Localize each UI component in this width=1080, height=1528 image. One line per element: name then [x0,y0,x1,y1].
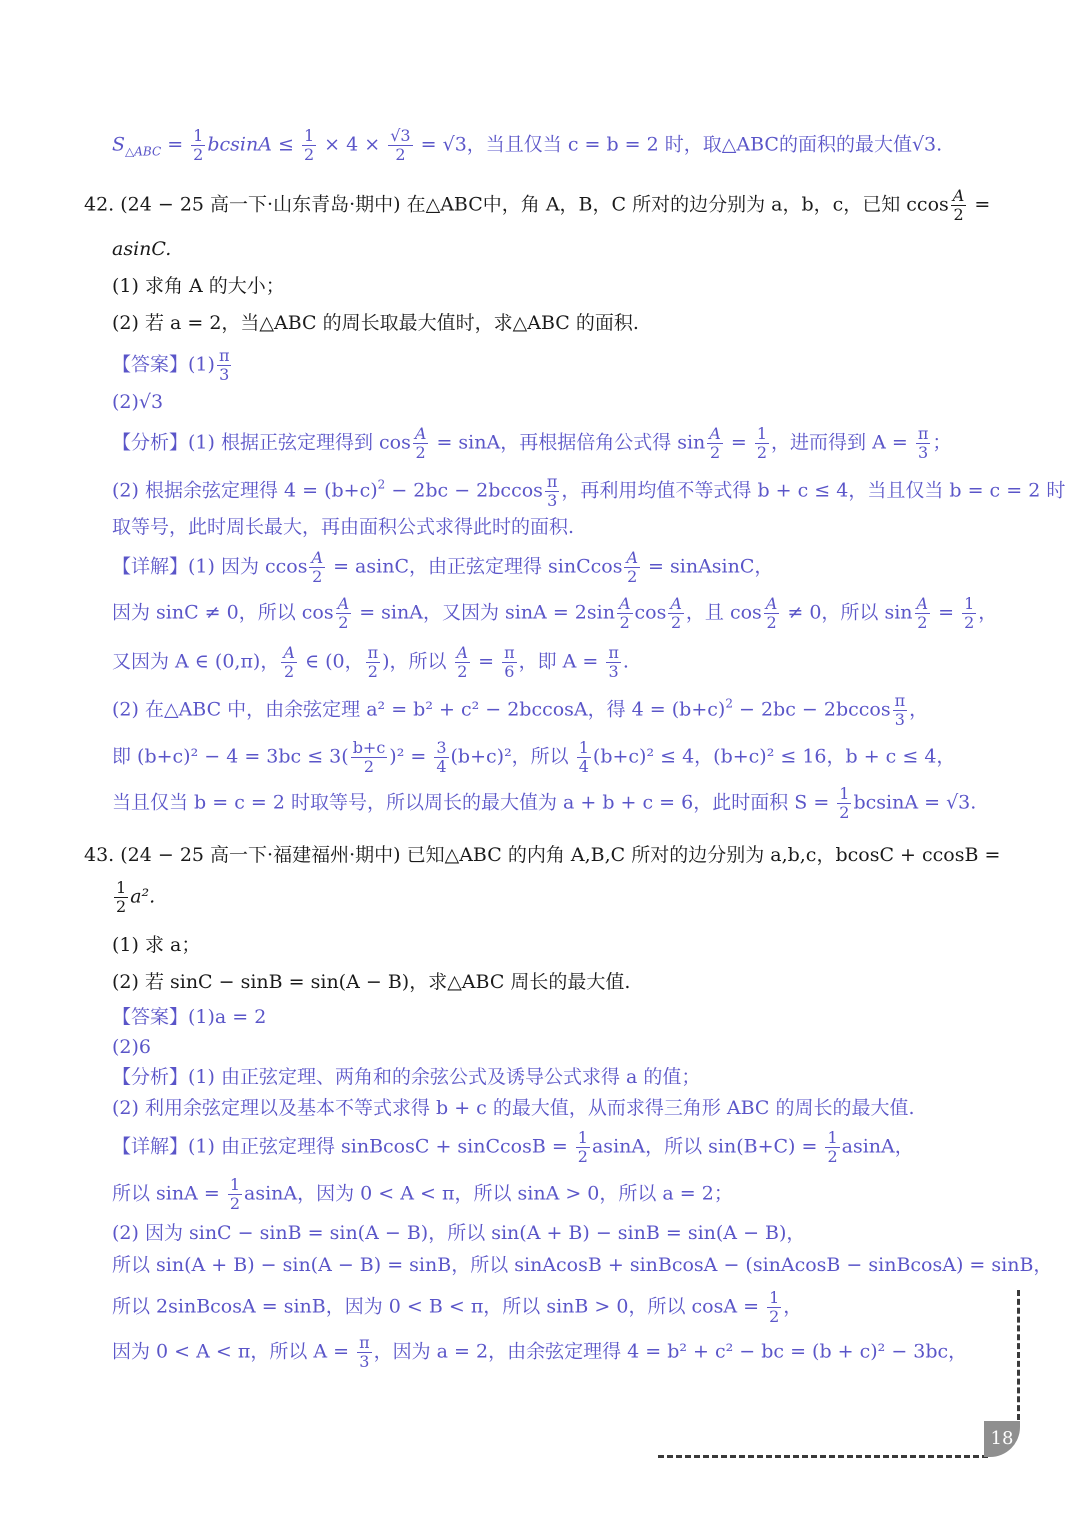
page-number: 18 [984,1421,1020,1457]
fraction-numerator: π [504,643,515,662]
math-text: (1) 由正弦定理、两角和的余弦公式及诱导公式求得 a 的值； [188,1066,701,1088]
q43-analysis-line1 [112,1068,700,1087]
math-text: 2 [377,477,386,492]
math-text: = [932,601,961,624]
fraction [336,596,352,631]
math-text: = asinC，由正弦定理得 sinCcos [327,555,623,578]
q42-stem-line1 [84,188,990,223]
q43-detail-line6 [112,1335,967,1370]
area-result-line [112,128,942,163]
page-border-dashed-horizontal [658,1455,988,1458]
math-text: . [622,650,629,673]
fraction-denominator: 2 [619,613,630,632]
q42-part2: (2) 若 a = 2，当△ABC 的周长取最大值时，求△ABC 的面积. [112,312,639,334]
math-text: 因为 sinC ≠ 0，所以 cos [112,601,334,624]
fraction-numerator: π [546,472,558,491]
q42-analysis-line3: 取等号，此时周长最大，再由面积公式求得此时的面积. [112,516,575,538]
math-text: (b+c)²，所以 [450,745,575,768]
detail-label: 【详解】 [112,1135,189,1158]
q42-detail-line4 [112,693,928,728]
math-text: (2) 根据余弦定理得 4 = (b+c) [112,479,378,502]
fraction [577,740,591,775]
fraction-numerator: 1 [839,784,850,803]
math-text: (1)a = 2 [188,1006,267,1028]
fraction-denominator: 2 [769,1307,780,1326]
fraction-denominator: 2 [303,145,315,164]
fraction-numerator: 1 [578,738,589,757]
math-text: △ABC [125,144,162,159]
q42-analysis-line2 [112,474,1065,509]
math-text: = sinA，再根据倍角公式得 sin [430,431,706,454]
detail-label: 【详解】 [112,555,189,578]
q42-answer-line1 [112,348,233,383]
fraction [962,596,976,631]
fraction-numerator: 1 [303,126,315,145]
q42-detail-line6 [112,786,976,821]
fraction [413,426,429,461]
q42-detail-line5 [112,740,955,775]
q42-detail-line1 [112,550,773,585]
fraction [434,740,448,775]
fraction-numerator: π [894,691,906,710]
fraction-numerator: π [218,346,230,365]
fraction-denominator: 2 [756,443,768,462]
fraction-numerator: 1 [577,1128,588,1147]
fraction-numerator: 1 [193,126,204,145]
fraction-numerator: A [670,594,682,613]
q42-stem-line2: asinC. [112,238,172,260]
fraction-denominator: 2 [229,1194,241,1213]
fraction [767,1290,781,1325]
fraction-numerator: A [952,186,965,205]
math-text: cos [634,601,667,624]
fraction-denominator: 3 [359,1352,370,1371]
fraction-numerator: A [916,594,929,613]
fraction-denominator: 2 [964,613,975,632]
math-text: ，因为 a = 2，由余弦定理得 4 = b² + c² − bc = (b + c)² − 3bc， [373,1340,968,1363]
fraction-denominator: 2 [116,897,127,916]
fraction [764,596,780,631]
q42-part1: (1) 求角 A 的大小； [112,275,285,297]
fraction [357,1335,372,1370]
q43-detail-line5 [112,1290,802,1325]
q43-stem-line1: 43. (24 − 25 高一下·福建福州·期中) 已知△ABC 的内角 A,B,C 所对的边分别为 a,b,c，bcosC + ccosB = [84,844,1001,866]
math-text: (1) [188,353,215,376]
q43-detail-line1 [112,1130,914,1165]
fraction-numerator: A [283,643,295,662]
math-text: (2) 在△ABC 中，由余弦定理 a² = b² + c² − 2bccosA，得 4 = (b+c) [112,698,726,721]
math-text: 即 (b+c)² − 4 = 3bc ≤ 3( [112,745,349,768]
math-text: bcsinA ≤ [207,133,300,156]
math-text: (b+c)² ≤ 4，(b+c)² ≤ 16，b + c ≤ 4， [592,745,956,768]
fraction-numerator: A [709,424,721,443]
math-text: = sinAsinC， [642,555,774,578]
math-text: ，当且仅当 c = b = 2 时，取△ABC的面积的最大值√3. [466,133,943,156]
fraction-numerator: b+c [352,738,386,757]
math-text: = [724,431,753,454]
fraction [228,1177,242,1212]
fraction-numerator: 1 [229,1175,241,1194]
fraction-denominator: 2 [839,803,850,822]
fraction-numerator: 1 [827,1128,838,1147]
fraction [916,426,931,461]
fraction-denominator: 2 [284,662,295,681]
fraction-denominator: 2 [338,613,349,632]
fraction-numerator: A [456,643,469,662]
math-text: ； [932,431,952,454]
fraction-numerator: 1 [769,1288,780,1307]
fraction [893,693,908,728]
math-text: ，再利用均值不等式得 b + c ≤ 4，当且仅当 b = c = 2 时 [561,479,1066,502]
math-text: (1) 根据正弦定理得到 cos [188,431,411,454]
q42-answer-line2: (2)√3 [112,391,164,413]
fraction-numerator: π [608,643,619,662]
math-text: ，进而得到 A = [771,431,914,454]
fraction-numerator: A [414,424,427,443]
math-text: 所以 sinA = [112,1182,226,1205]
math-text: ， [978,601,998,624]
math-text: 当且仅当 b = c = 2 时取等号，所以周长的最大值为 a + b + c = 6，此时面积 S = [112,791,836,814]
math-text: = [161,133,190,156]
math-text: (1) 因为 ccos [188,555,308,578]
q42-analysis-line1 [112,426,951,461]
analysis-label: 【分析】 [112,431,189,454]
math-text: 2 [725,696,733,711]
q42-detail-line3 [112,645,629,680]
math-text: = sinA，又因为 sinA = 2sin [353,601,615,624]
math-text: 又因为 A ∈ (0,π)， [112,650,280,673]
fraction-denominator: 2 [577,1147,588,1166]
fraction-numerator: 1 [964,594,975,613]
math-text: S [112,133,126,156]
page-border-dashed-vertical [1017,1290,1020,1420]
math-text: 所以 2sinBcosA = sinB，因为 0 < B < π，所以 sinB > 0，所以 cosA = [112,1295,766,1318]
fraction [351,740,388,775]
fraction-numerator: 3 [436,738,447,757]
fraction-denominator: 4 [436,757,447,776]
math-text: − 2bc − 2bccos [385,479,543,502]
fraction-denominator: 4 [578,757,589,776]
math-text: a². [130,885,156,908]
math-text: asinA，因为 0 < A < π，所以 sinA > 0，所以 a = 2； [244,1182,733,1205]
fraction-denominator: 3 [547,491,558,510]
fraction-numerator: A [765,594,778,613]
math-text: )² = [389,745,433,768]
fraction-denominator: 3 [894,710,905,729]
fraction-numerator: A [337,594,350,613]
math-text: )，所以 [382,650,453,673]
math-text: asinA， [841,1135,914,1158]
math-text: ≠ 0，所以 sin [781,601,913,624]
q43-answer-line1 [112,1008,266,1027]
fraction-denominator: 2 [193,145,204,164]
math-text: 42. (24 − 25 高一下·山东青岛·期中) 在△ABC中，角 A，B，C 所对的边分别为 a，b，c，已知 ccos [84,193,949,216]
fraction [837,786,851,821]
fraction [545,474,560,509]
fraction [366,645,381,680]
fraction [668,596,684,631]
q43-stem-line2 [112,880,155,915]
fraction [915,596,931,631]
fraction-denominator: 2 [415,443,426,462]
answer-label: 【答案】 [112,1006,189,1028]
fraction [502,645,517,680]
fraction [755,426,769,461]
fraction [217,348,232,383]
fraction [455,645,471,680]
fraction [388,128,412,163]
fraction-denominator: 2 [709,443,721,462]
fraction-denominator: 2 [363,757,375,776]
fraction [606,645,621,680]
math-text: ， [783,1295,803,1318]
fraction-numerator: A [626,548,639,567]
fraction [617,596,633,631]
fraction-numerator: A [311,548,324,567]
analysis-label: 【分析】 [112,1066,189,1088]
math-text: ，且 cos [685,601,762,624]
math-text: − 2bc − 2bccos [732,698,891,721]
q43-part1: (1) 求 a； [112,934,201,956]
fraction-denominator: 3 [608,662,619,681]
q43-answer-line2: (2)6 [112,1036,152,1058]
fraction-denominator: 2 [395,145,406,164]
fraction [707,426,723,461]
math-text: bcsinA = √3. [853,791,977,814]
fraction-denominator: 3 [917,443,929,462]
fraction [309,550,325,585]
fraction [302,128,316,163]
math-text: (1) 由正弦定理得 sinBcosC + sinCcosB = [188,1135,574,1158]
math-text: ∈ (0， [298,650,364,673]
fraction-denominator: 2 [671,613,682,632]
fraction-denominator: 2 [312,567,323,586]
math-text: = [472,650,501,673]
fraction [281,645,297,680]
fraction-denominator: 3 [219,365,230,384]
fraction-denominator: 2 [953,205,964,224]
fraction [191,128,205,163]
fraction [825,1130,839,1165]
fraction-numerator: A [618,594,631,613]
fraction-denominator: 2 [827,1147,838,1166]
math-text: ，即 A = [518,650,605,673]
math-text: × 4 × [318,133,387,156]
fraction-denominator: 2 [627,567,638,586]
fraction-numerator: π [917,424,929,443]
q43-detail-line4: 所以 sin(A + B) − sin(A − B) = sinB，所以 sinAcosB + sinBcosA − (sinAcosB − sinBcosA) = sinB， [112,1254,1053,1276]
fraction-numerator: π [359,1333,370,1352]
fraction-numerator: √3 [390,126,411,145]
fraction [624,550,640,585]
math-text: = [968,193,991,216]
math-text: asinA，所以 sin(B+C) = [591,1135,824,1158]
fraction [114,880,128,915]
fraction-denominator: 2 [917,613,928,632]
q42-detail-line2 [112,596,997,631]
q43-analysis-line2: (2) 利用余弦定理以及基本不等式求得 b + c 的最大值，从而求得三角形 ABC 的周长的最大值. [112,1097,915,1119]
fraction-denominator: 2 [367,662,378,681]
fraction-numerator: 1 [116,878,127,897]
fraction-denominator: 2 [457,662,468,681]
fraction-numerator: π [367,643,379,662]
fraction-denominator: 6 [504,662,515,681]
fraction [951,188,967,223]
math-text: 因为 0 < A < π，所以 A = [112,1340,356,1363]
fraction [576,1130,590,1165]
fraction-numerator: 1 [756,424,768,443]
math-text: ， [909,698,929,721]
q43-detail-line2 [112,1177,733,1212]
q43-detail-line3: (2) 因为 sinC − sinB = sin(A − B)，所以 sin(A + B) − sinB = sin(A − B)， [112,1222,806,1244]
fraction-denominator: 2 [766,613,777,632]
answer-label: 【答案】 [112,353,189,376]
q43-part2: (2) 若 sinC − sinB = sin(A − B)，求△ABC 周长的最大值. [112,971,631,993]
math-text: = √3 [414,133,467,156]
